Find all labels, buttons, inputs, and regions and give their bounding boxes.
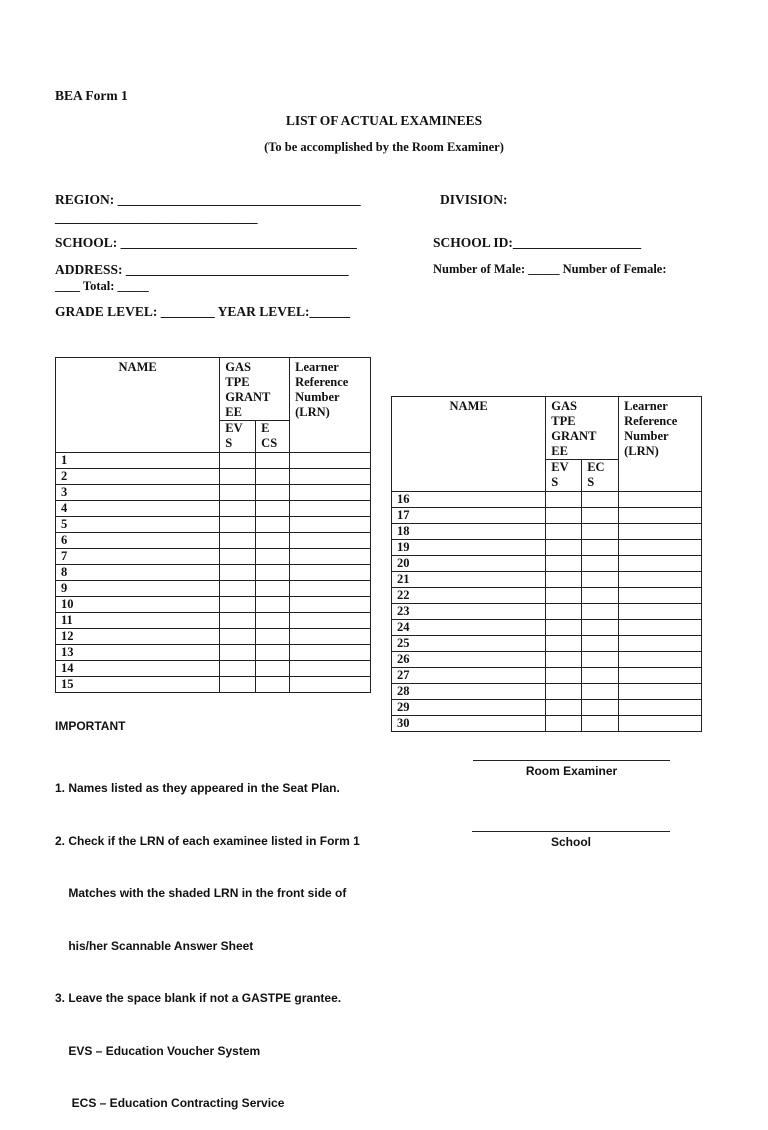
evs-cell[interactable] <box>220 597 256 613</box>
table-row <box>392 524 702 540</box>
ecs-cell[interactable] <box>582 620 619 636</box>
table-row <box>392 636 702 652</box>
evs-cell[interactable] <box>220 469 256 485</box>
table-row <box>392 540 702 556</box>
evs-cell[interactable] <box>220 501 256 517</box>
ecs-cell[interactable] <box>256 501 290 517</box>
lrn-cell[interactable] <box>290 549 371 565</box>
table-row <box>392 684 702 700</box>
division-field[interactable]: DIVISION: <box>440 192 508 207</box>
evs-cell[interactable] <box>220 453 256 469</box>
lrn-cell[interactable] <box>619 524 702 540</box>
page-title: LIST OF ACTUAL EXAMINEES <box>285 113 483 128</box>
ecs-cell[interactable] <box>582 684 619 700</box>
male-female-count-field[interactable]: Number of Male: _____ Number of Female: <box>433 262 667 276</box>
note-line: 2. Check if the LRN of each examinee listed in Form 1 <box>55 833 360 848</box>
row-number-name-cell[interactable]: 9 <box>56 581 220 597</box>
evs-cell[interactable] <box>220 645 256 661</box>
row-number-name-cell[interactable]: 15 <box>56 677 220 693</box>
evs-cell[interactable] <box>220 629 256 645</box>
ecs-cell[interactable] <box>582 668 619 684</box>
ecs-cell[interactable] <box>256 677 290 693</box>
ecs-cell[interactable] <box>582 556 619 572</box>
row-number-name-cell[interactable]: 12 <box>56 629 220 645</box>
table-row <box>56 645 371 661</box>
lrn-cell[interactable] <box>619 652 702 668</box>
ecs-cell[interactable] <box>582 508 619 524</box>
important-heading: IMPORTANT <box>55 719 126 733</box>
ecs-cell[interactable] <box>582 492 619 508</box>
ecs-cell[interactable] <box>256 565 290 581</box>
evs-cell[interactable] <box>220 613 256 629</box>
note-line: 3. Leave the space blank if not a GASTPE grantee. <box>55 991 342 1005</box>
ecs-cell[interactable] <box>256 485 290 501</box>
lrn-column-header: Learner Reference Number (LRN) <box>619 397 702 492</box>
table-row <box>392 652 702 668</box>
region-field[interactable]: REGION: ____________________________________ <box>55 192 361 207</box>
lrn-cell[interactable] <box>619 700 702 716</box>
evs-cell[interactable] <box>546 588 582 604</box>
table-row <box>56 485 371 501</box>
evs-cell[interactable] <box>546 572 582 588</box>
ecs-cell[interactable] <box>582 700 619 716</box>
form-id: BEA Form 1 <box>55 88 128 103</box>
evs-cell[interactable] <box>546 508 582 524</box>
table-row <box>56 677 371 693</box>
lrn-cell[interactable] <box>290 565 371 581</box>
room-examiner-label: Room Examiner <box>525 764 618 778</box>
row-number-name-cell[interactable]: 17 <box>392 508 546 524</box>
table-row <box>56 565 371 581</box>
lrn-cell[interactable] <box>619 556 702 572</box>
table-row <box>392 508 702 524</box>
ecs-cell[interactable] <box>256 629 290 645</box>
ecs-cell[interactable] <box>582 588 619 604</box>
table-row <box>392 604 702 620</box>
region-field-continuation[interactable]: ______________________________ <box>55 210 258 225</box>
row-number-name-cell[interactable]: 19 <box>392 540 546 556</box>
gastpe-grantee-header: GAS TPE GRANT EE <box>546 397 619 460</box>
evs-cell[interactable] <box>546 684 582 700</box>
evs-cell[interactable] <box>546 492 582 508</box>
row-number-name-cell[interactable]: 14 <box>56 661 220 677</box>
table-row <box>56 533 371 549</box>
evs-cell[interactable] <box>546 556 582 572</box>
evs-cell[interactable] <box>220 533 256 549</box>
evs-cell[interactable] <box>546 604 582 620</box>
ecs-cell[interactable] <box>582 524 619 540</box>
lrn-cell[interactable] <box>290 453 371 469</box>
row-number-name-cell[interactable]: 4 <box>56 501 220 517</box>
table-row <box>56 613 371 629</box>
table-row <box>392 716 702 732</box>
evs-cell[interactable] <box>220 677 256 693</box>
ecs-cell[interactable] <box>256 453 290 469</box>
school-label: School <box>550 835 591 849</box>
row-number-name-cell[interactable]: 2 <box>56 469 220 485</box>
row-number-name-cell[interactable]: 11 <box>56 613 220 629</box>
grade-year-level-field[interactable]: GRADE LEVEL: ________ YEAR LEVEL:______ <box>55 304 351 319</box>
table-row <box>56 549 371 565</box>
table-row <box>56 453 371 469</box>
evs-cell[interactable] <box>546 540 582 556</box>
row-number-name-cell[interactable]: 16 <box>392 492 546 508</box>
table-row <box>392 556 702 572</box>
evs-column-header: EV S <box>220 421 256 453</box>
table-row <box>392 492 702 508</box>
ecs-cell[interactable] <box>256 597 290 613</box>
evs-cell[interactable] <box>220 565 256 581</box>
evs-cell[interactable] <box>220 485 256 501</box>
ecs-cell[interactable] <box>582 540 619 556</box>
address-field[interactable]: ADDRESS: _________________________________ <box>55 262 349 277</box>
table-row <box>392 572 702 588</box>
table-row <box>56 629 371 645</box>
examinee-table-left <box>55 357 371 693</box>
lrn-cell[interactable] <box>290 581 371 597</box>
row-number-name-cell[interactable]: 28 <box>392 684 546 700</box>
ecs-cell[interactable] <box>256 517 290 533</box>
lrn-cell[interactable] <box>290 661 371 677</box>
note-line: 1. Names listed as they appeared in the Seat Plan. <box>55 781 340 795</box>
lrn-cell[interactable] <box>619 716 702 732</box>
ecs-column-header: EC S <box>582 460 619 492</box>
lrn-cell[interactable] <box>290 629 371 645</box>
lrn-cell[interactable] <box>290 613 371 629</box>
evs-cell[interactable] <box>220 549 256 565</box>
ecs-column-header: E CS <box>256 421 290 453</box>
lrn-cell[interactable] <box>290 645 371 661</box>
examinee-table-right <box>391 396 702 732</box>
evs-cell[interactable] <box>220 581 256 597</box>
row-number-name-cell[interactable]: 21 <box>392 572 546 588</box>
row-number-name-cell[interactable]: 5 <box>56 517 220 533</box>
lrn-cell[interactable] <box>290 501 371 517</box>
row-number-name-cell[interactable]: 13 <box>56 645 220 661</box>
ecs-cell[interactable] <box>582 572 619 588</box>
note-line: EVS – Education Voucher System <box>55 1043 261 1058</box>
gastpe-grantee-header: GAS TPE GRANT EE <box>220 358 290 421</box>
row-number-name-cell[interactable]: 10 <box>56 597 220 613</box>
table-row <box>56 469 371 485</box>
school-id-field[interactable]: SCHOOL ID:___________________ <box>433 235 642 250</box>
row-number-name-cell[interactable]: 7 <box>56 549 220 565</box>
evs-cell[interactable] <box>546 524 582 540</box>
lrn-cell[interactable] <box>619 492 702 508</box>
row-number-name-cell[interactable]: 8 <box>56 565 220 581</box>
row-number-name-cell[interactable]: 25 <box>392 636 546 652</box>
row-number-name-cell[interactable]: 22 <box>392 588 546 604</box>
lrn-cell[interactable] <box>619 604 702 620</box>
ecs-cell[interactable] <box>256 613 290 629</box>
name-column-header: NAME <box>56 358 220 453</box>
ecs-cell[interactable] <box>582 652 619 668</box>
table-row <box>392 588 702 604</box>
row-number-name-cell[interactable]: 20 <box>392 556 546 572</box>
row-number-name-cell[interactable]: 27 <box>392 668 546 684</box>
room-examiner-signature-line[interactable] <box>473 760 670 761</box>
evs-cell[interactable] <box>546 636 582 652</box>
evs-cell[interactable] <box>546 652 582 668</box>
row-number-name-cell[interactable]: 18 <box>392 524 546 540</box>
ecs-cell[interactable] <box>582 636 619 652</box>
table-row <box>392 620 702 636</box>
lrn-cell[interactable] <box>290 517 371 533</box>
row-number-name-cell[interactable]: 29 <box>392 700 546 716</box>
ecs-cell[interactable] <box>256 581 290 597</box>
lrn-cell[interactable] <box>619 684 702 700</box>
table-row <box>56 581 371 597</box>
table-row <box>392 700 702 716</box>
important-notes <box>55 745 360 1130</box>
lrn-cell[interactable] <box>619 668 702 684</box>
lrn-cell[interactable] <box>619 636 702 652</box>
school-signature-line[interactable] <box>472 831 670 832</box>
evs-cell[interactable] <box>220 661 256 677</box>
table-row <box>392 668 702 684</box>
table-row <box>56 597 371 613</box>
total-field[interactable]: ____ Total: _____ <box>55 279 149 293</box>
table-row <box>56 661 371 677</box>
page-subtitle: (To be accomplished by the Room Examiner) <box>264 140 504 154</box>
ecs-cell[interactable] <box>256 549 290 565</box>
evs-cell[interactable] <box>546 668 582 684</box>
table-row <box>56 501 371 517</box>
row-number-name-cell[interactable]: 1 <box>56 453 220 469</box>
lrn-cell[interactable] <box>619 508 702 524</box>
table-row <box>56 517 371 533</box>
note-line: Matches with the shaded LRN in the front side of <box>55 886 347 900</box>
evs-cell[interactable] <box>220 517 256 533</box>
note-line: his/her Scannable Answer Sheet <box>55 938 254 953</box>
lrn-column-header: Learner Reference Number (LRN) <box>290 358 371 453</box>
ecs-cell[interactable] <box>256 469 290 485</box>
row-number-name-cell[interactable]: 30 <box>392 716 546 732</box>
lrn-cell[interactable] <box>619 588 702 604</box>
note-line: ECS – Education Contracting Service <box>55 1096 285 1110</box>
school-field[interactable]: SCHOOL: ___________________________________ <box>55 235 357 250</box>
evs-column-header: EV S <box>546 460 582 492</box>
name-column-header: NAME <box>392 397 546 492</box>
evs-cell[interactable] <box>546 716 582 732</box>
ecs-cell[interactable] <box>256 533 290 549</box>
row-number-name-cell[interactable]: 6 <box>56 533 220 549</box>
ecs-cell[interactable] <box>582 716 619 732</box>
lrn-cell[interactable] <box>619 620 702 636</box>
lrn-cell[interactable] <box>619 540 702 556</box>
lrn-cell[interactable] <box>290 677 371 693</box>
lrn-cell[interactable] <box>290 485 371 501</box>
ecs-cell[interactable] <box>256 645 290 661</box>
ecs-cell[interactable] <box>582 604 619 620</box>
lrn-cell[interactable] <box>290 469 371 485</box>
lrn-cell[interactable] <box>290 597 371 613</box>
lrn-cell[interactable] <box>619 572 702 588</box>
lrn-cell[interactable] <box>290 533 371 549</box>
row-number-name-cell[interactable]: 3 <box>56 485 220 501</box>
row-number-name-cell[interactable]: 26 <box>392 652 546 668</box>
ecs-cell[interactable] <box>256 661 290 677</box>
evs-cell[interactable] <box>546 700 582 716</box>
row-number-name-cell[interactable]: 24 <box>392 620 546 636</box>
row-number-name-cell[interactable]: 23 <box>392 604 546 620</box>
evs-cell[interactable] <box>546 620 582 636</box>
